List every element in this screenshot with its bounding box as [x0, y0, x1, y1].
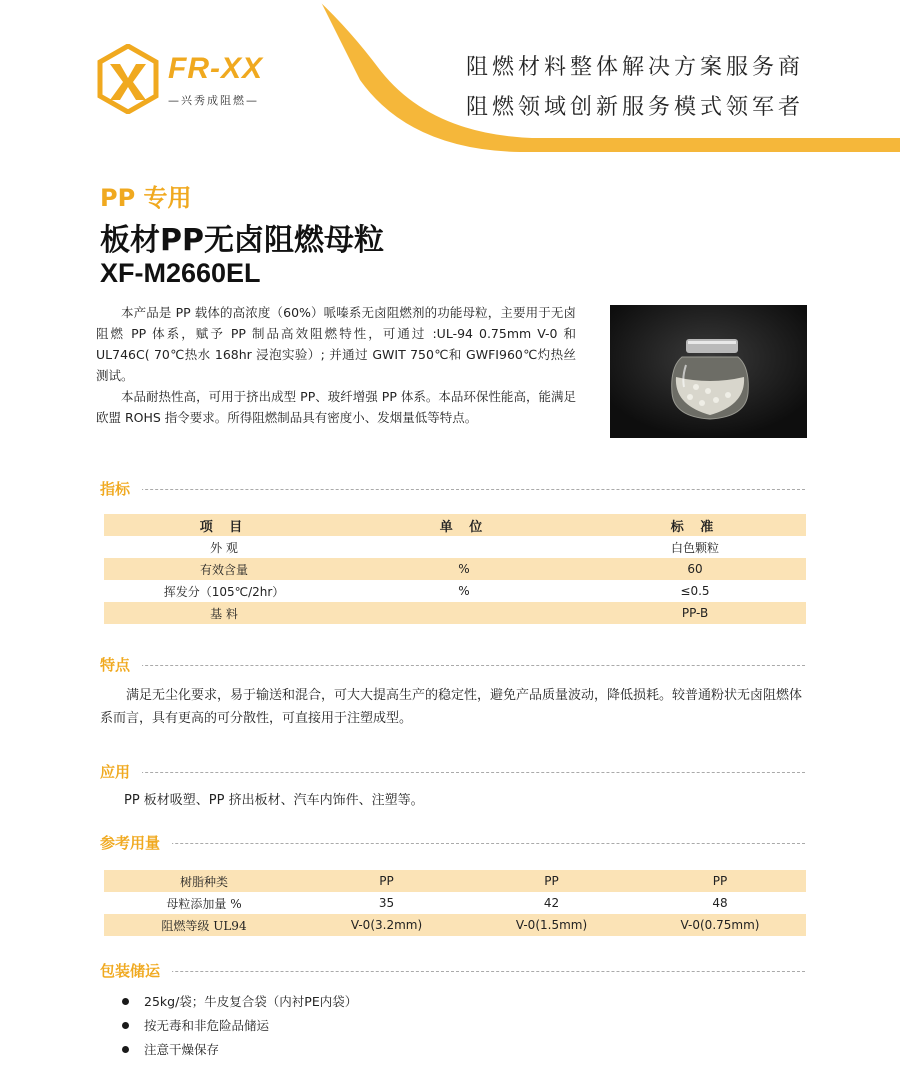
table-cell: 外 观 [210, 540, 238, 555]
section-dosage-header [100, 832, 805, 854]
table-cell: 母粒添加量 % [166, 896, 242, 911]
list-item-text: 按无毒和非危险品储运 [144, 1018, 270, 1033]
application-text: PP 板材吸塑、PP 挤出板材、汽车内饰件、注塑等。 [124, 793, 424, 808]
spec-table [104, 514, 806, 624]
table-cell: 阻燃等级 UL94 [104, 914, 304, 936]
table-cell: % [344, 558, 584, 580]
list-item-text: 注意干燥保存 [144, 1042, 220, 1057]
list-item [122, 1016, 357, 1040]
bullet-icon [122, 998, 129, 1005]
slogan-line-1: 阻燃材料整体解决方案服务商 [465, 55, 804, 80]
list-item [122, 1040, 357, 1064]
spec-header-item: 项 目 [104, 514, 344, 536]
table-row [104, 602, 806, 624]
section-application-title: 应用 [100, 761, 142, 782]
table-cell: 35 [378, 896, 395, 910]
table-cell: 树脂种类 [104, 870, 304, 892]
bullet-icon [122, 1022, 129, 1029]
table-row [104, 870, 806, 892]
brand-logo-icon [96, 44, 160, 114]
brand-subtitle: —兴秀成阻燃— [168, 94, 259, 107]
table-cell: 42 [543, 896, 560, 910]
table-cell: ≤0.5 [680, 584, 710, 598]
section-features-header [100, 654, 805, 676]
table-cell: 有效含量 [104, 558, 344, 580]
table-cell: 基 料 [104, 602, 344, 624]
section-spec-title: 指标 [100, 478, 142, 499]
bullet-icon [122, 1046, 129, 1053]
table-cell: PP [634, 870, 806, 892]
table-cell: 挥发分（105℃/2hr） [163, 584, 285, 599]
table-cell: V-0(0.75mm) [634, 914, 806, 936]
section-dosage-title: 参考用量 [100, 832, 172, 853]
table-cell: V-0(1.5mm) [469, 914, 634, 936]
table-cell: 48 [712, 896, 728, 910]
section-features-title: 特点 [100, 654, 142, 675]
brand-name: FR-XX [168, 52, 263, 85]
table-row [104, 558, 806, 580]
dosage-table [104, 870, 806, 936]
table-row [104, 892, 806, 914]
section-spec-header [100, 478, 805, 500]
intro-paragraph-1: 本产品是 PP 载体的高浓度（60%）哌嗪系无卤阻燃剂的功能母粒，主要用于无卤阻燃 PP 体系，赋予 PP 制品高效阻燃特性，可通过 :UL-94 0.75mm V-0 和 UL746C( 70℃热水 168hr 浸泡实验）; 并通过 GWIT 750℃和 GWFI960℃灼热丝测试。 [96, 305, 576, 383]
table-row [104, 580, 806, 602]
table-cell: 60 [584, 558, 806, 580]
product-title: 板材PP无卤阻燃母粒 [100, 223, 384, 258]
table-cell: % [458, 584, 470, 598]
table-cell [344, 536, 584, 558]
packaging-list [122, 992, 357, 1064]
table-row [104, 536, 806, 558]
table-cell: V-0(3.2mm) [304, 914, 469, 936]
list-item-text: 25kg/袋；牛皮复合袋（内衬PE内袋） [144, 994, 358, 1009]
product-code: XF-M2660EL [100, 258, 261, 288]
table-cell: 白色颗粒 [670, 540, 719, 555]
table-cell: PP-B [584, 602, 806, 624]
product-intro [96, 302, 576, 428]
section-packaging-header [100, 960, 805, 982]
table-row [104, 914, 806, 936]
spec-header-unit: 单 位 [344, 514, 584, 536]
product-photo [610, 305, 807, 438]
list-item [122, 992, 357, 1016]
intro-paragraph-2: 本品耐热性高，可用于挤出成型 PP、玻纤增强 PP 体系。本品环保性能高，能满足欧盟 ROHS 指令要求。所得阻燃制品具有密度小、发烟量低等特点。 [96, 389, 576, 425]
section-packaging-title: 包装储运 [100, 960, 172, 981]
table-cell: PP [304, 870, 469, 892]
spec-table-header [104, 514, 806, 536]
features-text: 满足无尘化要求，易于输送和混合，可大大提高生产的稳定性，避免产品质量波动，降低损耗。较普通粉状无卤阻燃体系而言，具有更高的可分散性，可直接用于注塑成型。 [100, 688, 803, 726]
spec-header-standard: 标 准 [584, 514, 806, 536]
table-cell: PP [469, 870, 634, 892]
section-application-header [100, 761, 805, 783]
product-category-tag: PP 专用 [100, 184, 192, 212]
table-cell [344, 602, 584, 624]
product-jar-image [610, 305, 807, 438]
slogan-line-2: 阻燃领域创新服务模式领军者 [465, 95, 804, 120]
